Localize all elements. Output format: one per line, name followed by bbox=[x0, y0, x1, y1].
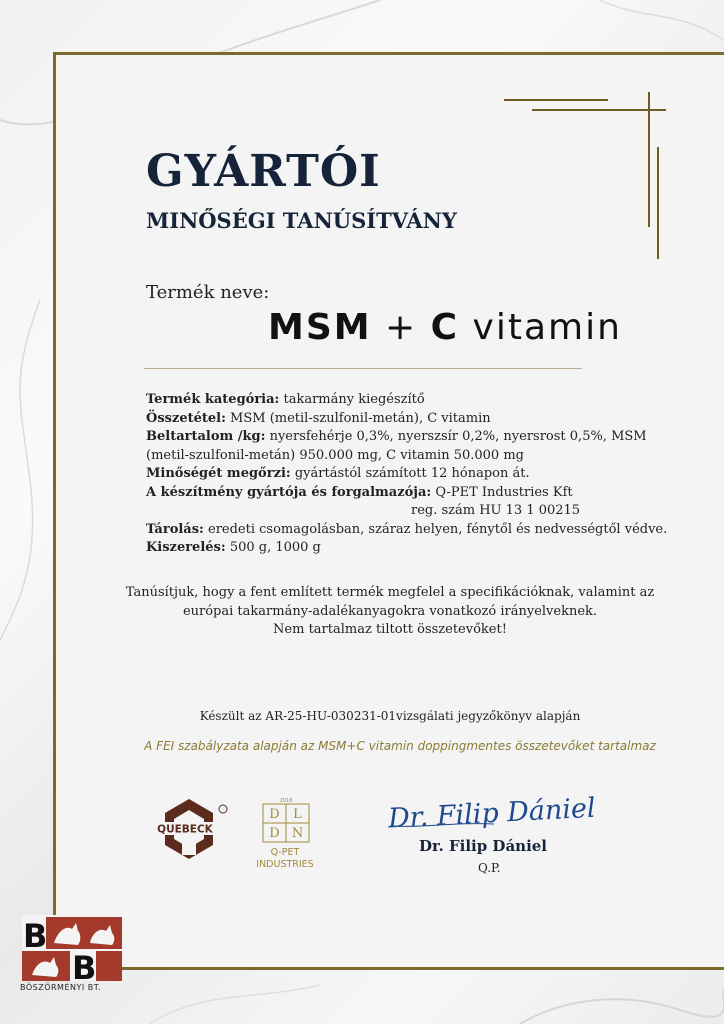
boszormenyi-logo bbox=[20, 913, 124, 983]
product-details bbox=[146, 391, 691, 558]
decor-line-v2 bbox=[657, 147, 659, 259]
detail-composition: Összetétel: MSM (metil-szulfonil-metán), C vitamin bbox=[146, 410, 491, 426]
qpet-letter-2: L bbox=[293, 807, 302, 822]
detail-registration: reg. szám HU 13 1 00215 bbox=[411, 503, 581, 518]
boszormenyi-name: BÖSZÖRMÉNYI BT. bbox=[20, 983, 102, 992]
qpet-letter-3: D bbox=[269, 826, 280, 841]
decor-line-h2 bbox=[532, 109, 666, 111]
decor-line-v1 bbox=[648, 92, 650, 227]
qpet-wordmark-line1: Q-PET bbox=[270, 847, 300, 858]
product-name-msm: MSM bbox=[268, 307, 372, 348]
certification-statement bbox=[110, 584, 670, 640]
bb-letter-1: B bbox=[23, 917, 48, 955]
test-report-basis: Készült az AR-25-HU-030231-01vizsgálati jegyzőkönyv alapján bbox=[199, 709, 581, 723]
quebeck-logo-text: QUEBECK bbox=[157, 823, 213, 836]
product-label: Termék neve: bbox=[146, 282, 270, 303]
product-name-vitamin: vitamin bbox=[472, 307, 622, 348]
qpet-year: 2018 bbox=[279, 798, 293, 804]
product-name-c: C bbox=[430, 307, 460, 348]
qpet-letter-4: N bbox=[291, 826, 304, 841]
detail-category: Termék kategória: takarmány kiegészítő bbox=[146, 392, 425, 407]
detail-shelf-life: Minőségét megőrzi: gyártástól számított 12 hónapon át. bbox=[146, 466, 530, 481]
qpet-wordmark-line2: INDUSTRIES bbox=[256, 859, 314, 870]
detail-manufacturer: A készítmény gyártója és forgalmazója: Q-PET Industries Kft bbox=[146, 484, 573, 500]
signature-script: Dr. Filip Dániel bbox=[387, 792, 597, 835]
product-name bbox=[268, 307, 622, 348]
qpet-wordmark bbox=[250, 847, 320, 871]
fei-note: A FEI szabályzata alapján az MSM+C vitamin doppingmentes összetevőket tartalmaz bbox=[144, 739, 656, 753]
decor-line-h1 bbox=[504, 99, 608, 101]
detail-content: Beltartalom /kg: nyersfehérje 0,3%, nyerszsír 0,2%, nyersrost 0,5%, MSM (metil-szulfonil-metán) 950.000 mg, C vitamin 50.000 mg bbox=[146, 429, 647, 463]
statement-line-2: európai takarmány-adalékanyagokra vonatkozó irányelveknek. bbox=[182, 603, 598, 619]
qpet-letter-1: D bbox=[269, 807, 280, 822]
signatory-title: Q.P. bbox=[478, 861, 501, 875]
signatory-name: Dr. Filip Dániel bbox=[419, 837, 548, 855]
detail-packaging: Kiszerelés: 500 g, 1000 g bbox=[146, 540, 321, 555]
certificate-subtitle: MINŐSÉGI TANÚSÍTVÁNY bbox=[146, 208, 457, 233]
bb-letter-2: B bbox=[72, 949, 97, 983]
certificate-title: GYÁRTÓI bbox=[146, 146, 381, 197]
statement-line-3: Nem tartalmaz tiltott összetevőket! bbox=[273, 622, 507, 637]
quebeck-logo bbox=[149, 797, 231, 863]
product-name-plus: + bbox=[385, 307, 418, 348]
statement-line-1: Tanúsítjuk, hogy a fent említett termék megfelel a specifikációknak, valamint az bbox=[125, 585, 655, 600]
signature bbox=[384, 784, 604, 836]
divider bbox=[144, 368, 582, 369]
detail-storage: Tárolás: eredeti csomagolásban, száraz helyen, fénytől és nedvességtől védve. bbox=[146, 521, 668, 537]
